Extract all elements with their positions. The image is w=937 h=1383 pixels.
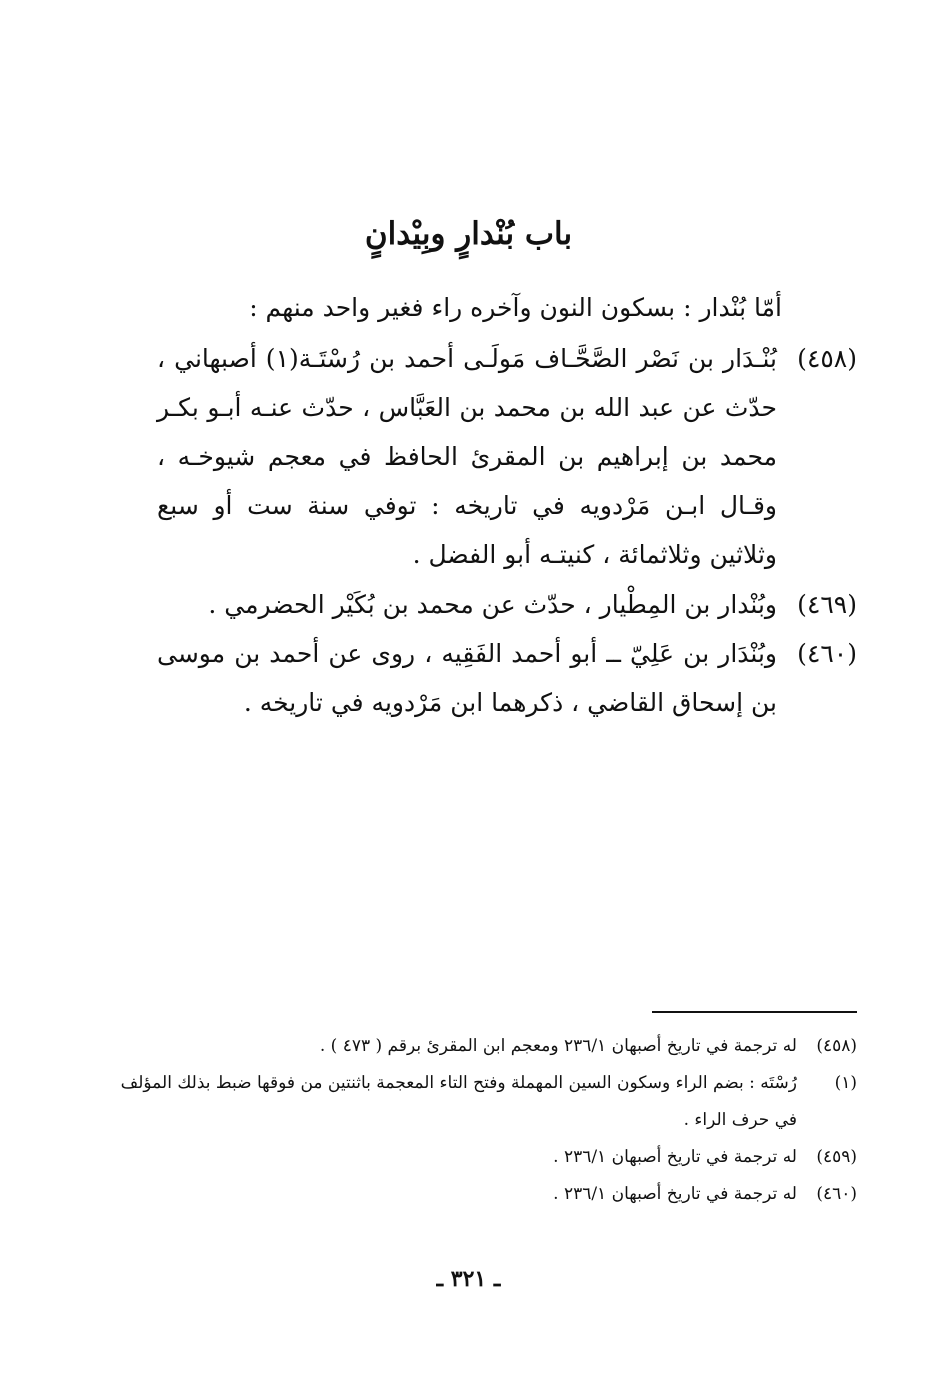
entry-number: (٤٦٠) bbox=[797, 639, 857, 668]
chapter-title: باب بُنْدارٍ وبِيْدانٍ bbox=[364, 216, 573, 252]
footnote-1 bbox=[117, 1065, 857, 1139]
entry-number: (٤٥٨) bbox=[797, 344, 857, 373]
footnote-459 bbox=[117, 1139, 857, 1176]
entry-460 bbox=[157, 629, 857, 727]
intro-line: أمّا بُنْدار : بسكون النون وآخره راء فغير واحد منهم : bbox=[249, 293, 782, 322]
footnote-number: (١) bbox=[834, 1073, 857, 1093]
entry-469 bbox=[157, 580, 857, 629]
footnote-460 bbox=[117, 1176, 857, 1213]
footnote-text: رُسْتَه : بضم الراء وسكون السين المهملة وفتح التاء المعجمة باثنتين من فوقها ضبط بذلك المؤلف في حرف الراء . bbox=[120, 1073, 797, 1130]
footnote-divider bbox=[652, 1011, 857, 1013]
footnote-number: (٤٥٨) bbox=[816, 1036, 857, 1056]
footnote-number: (٤٥٩) bbox=[816, 1147, 857, 1167]
footnote-text: له ترجمة في تاريخ أصبهان ٢٣٦/١ . bbox=[553, 1147, 797, 1167]
entry-458 bbox=[157, 334, 857, 579]
footnotes bbox=[117, 1028, 857, 1213]
entry-text: وبُنْدَار بن عَلِيّ ــ أبو أحمد الفَقِيه ، روى عن أحمد بن موسى بن إسحاق القاضي ، ذكرهما ابن مَرْدويه في تاريخه . bbox=[157, 639, 777, 717]
footnote-458 bbox=[117, 1028, 857, 1065]
entry-number: (٤٦٩) bbox=[797, 590, 857, 619]
footnote-text: له ترجمة في تاريخ أصبهان ٢٣٦/١ . bbox=[553, 1184, 797, 1204]
entry-text: بُنْـدَار بن نَصْر الصَّحَّـاف مَولَـى أحمد بن رُسْتَـة(١) أصبهاني ، حدّث عن عبد الله بن محمد بن العَبَّاس ، حدّث عنـه أبـو بكـر محمد بن إبراهيم بن المقرئ الحافظ في معجم شيوخـه ، وقـال ابـن مَرْدويه في تاريخه : توفي سنة ست أو سبع وثلاثين وثلاثمائة ، كنيتـه أبو الفضل . bbox=[157, 344, 777, 569]
entry-text: وبُنْدار بن المِطْيار ، حدّث عن محمد بن بُكَيْر الحضرمي . bbox=[208, 590, 777, 619]
page-number: ـ ٣٢١ ـ bbox=[436, 1266, 501, 1292]
footnote-number: (٤٦٠) bbox=[816, 1184, 857, 1204]
footnote-text: له ترجمة في تاريخ أصبهان ٢٣٦/١ ومعجم ابن المقرئ برقم ( ٤٧٣ ) . bbox=[319, 1036, 797, 1056]
